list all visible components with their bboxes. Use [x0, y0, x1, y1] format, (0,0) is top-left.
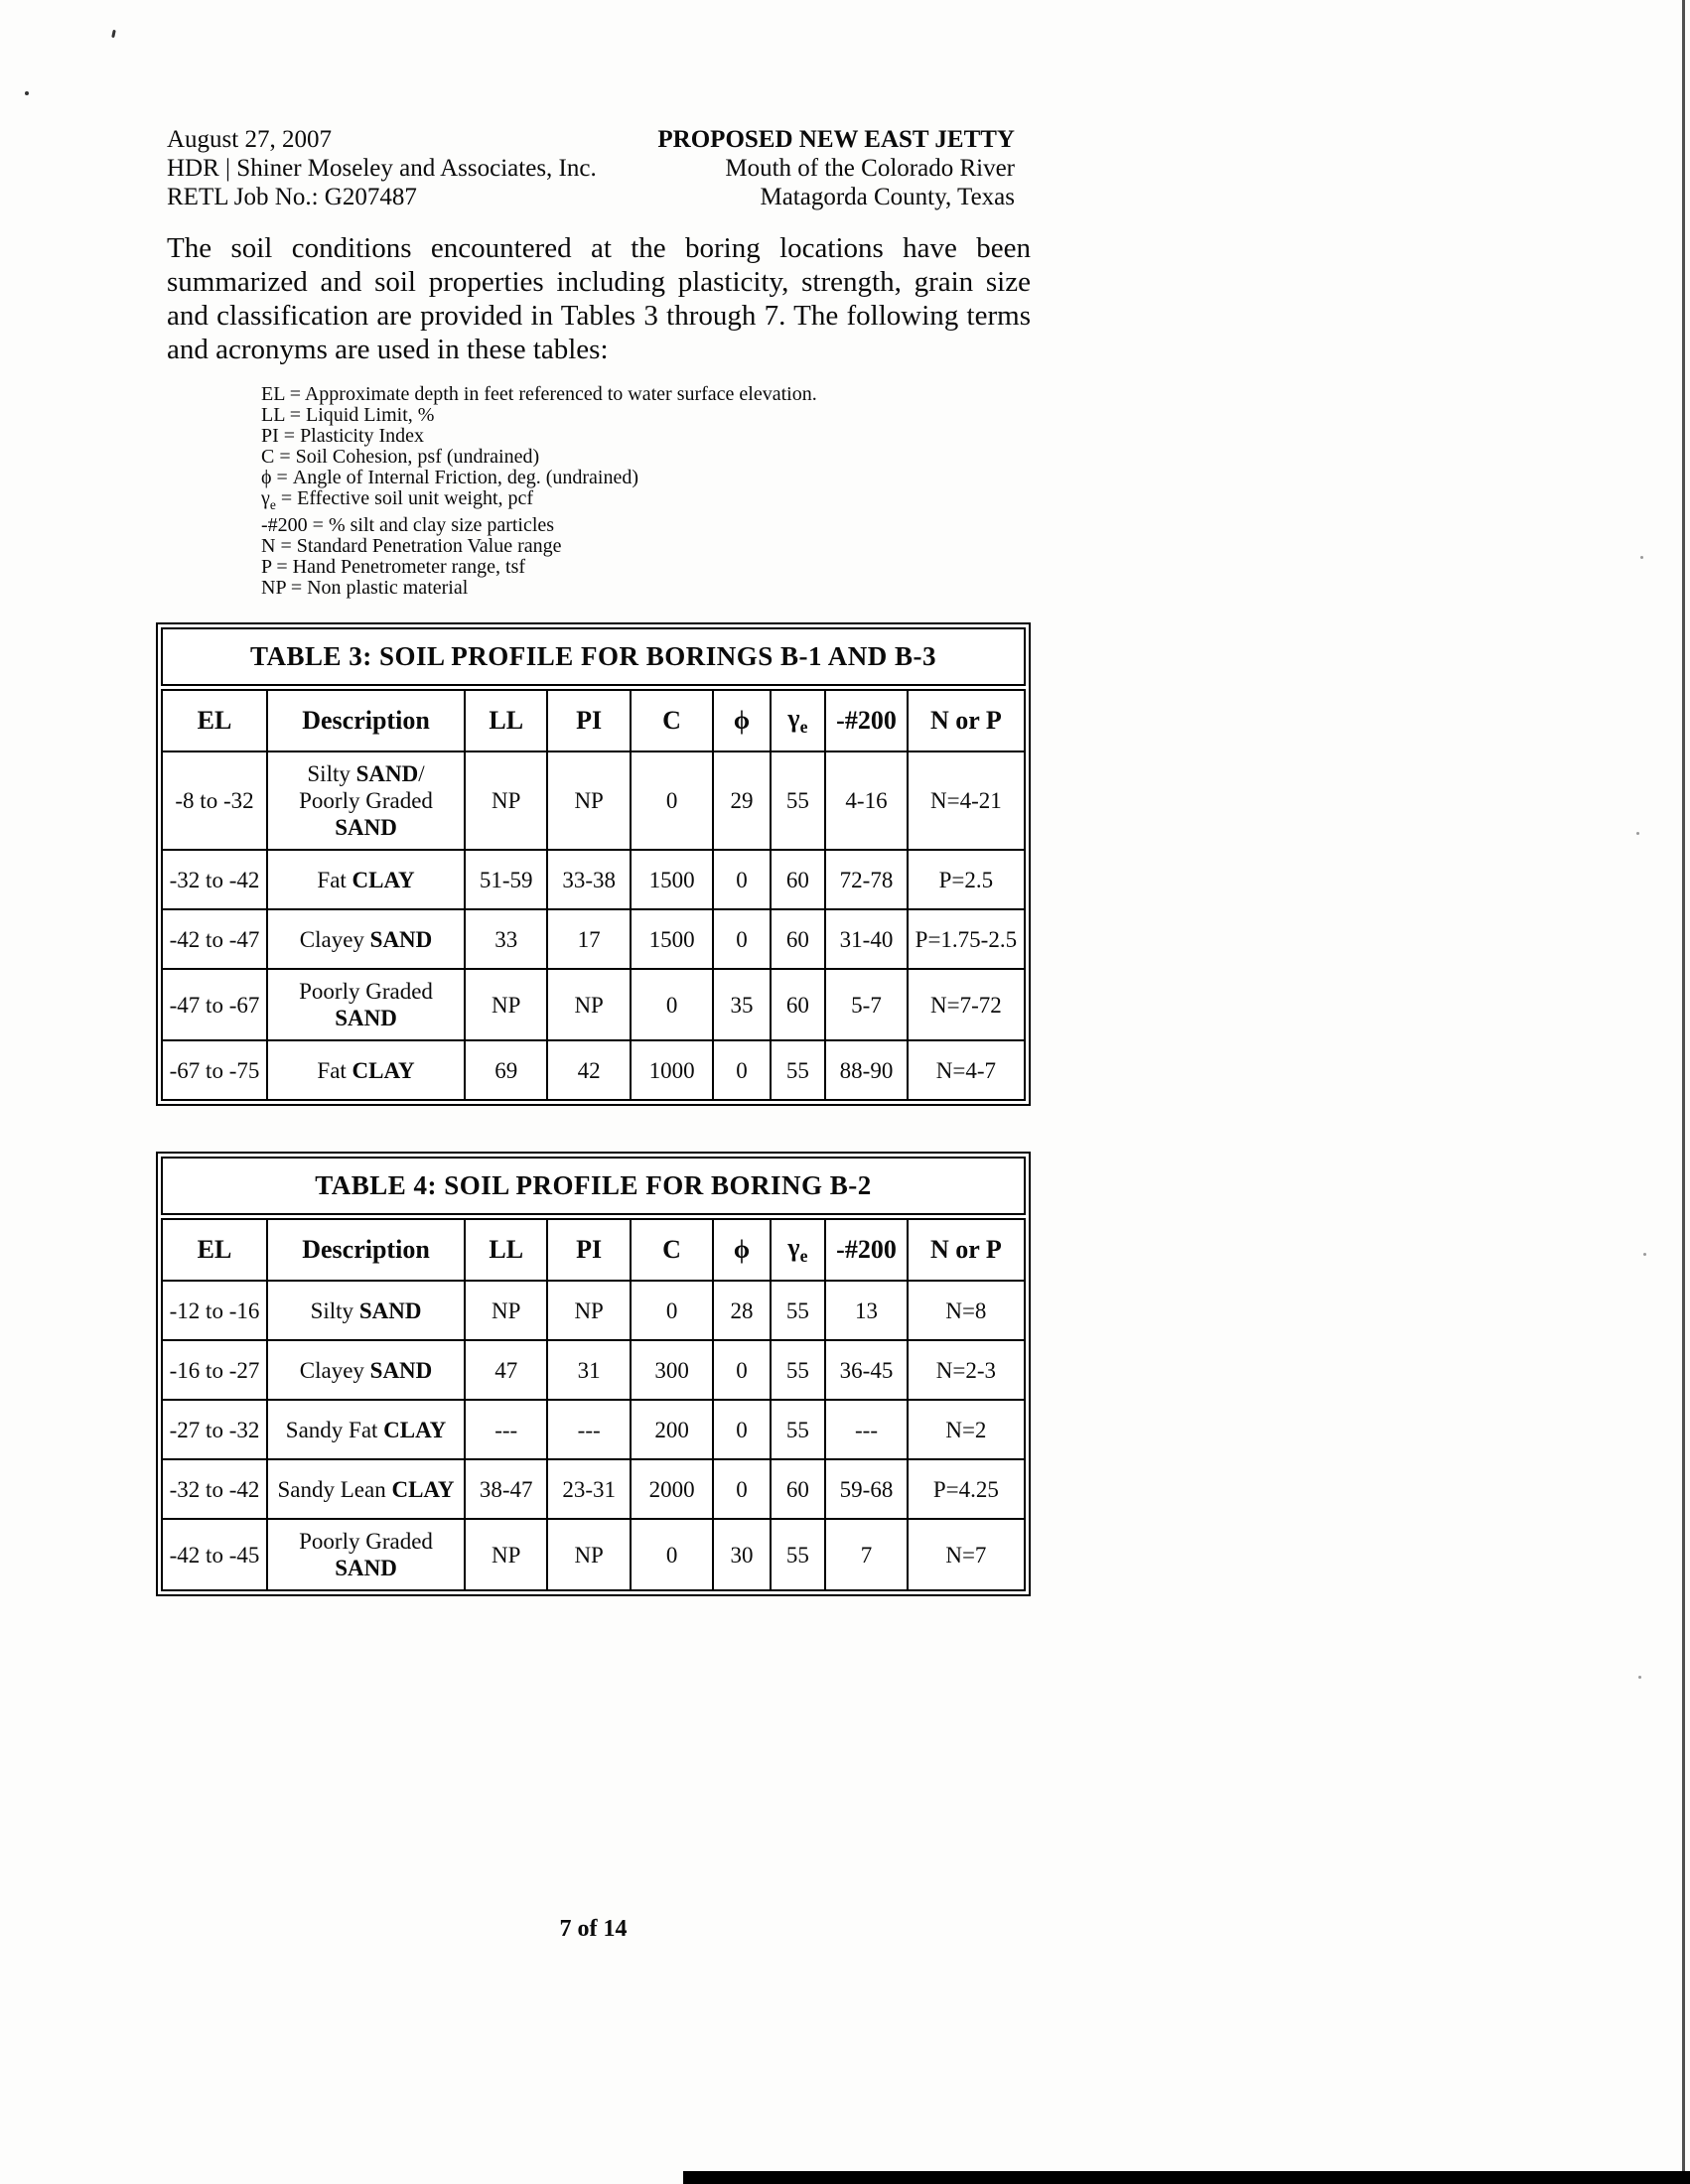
- project-title-line: PROPOSED NEW EAST JETTY: [657, 126, 1015, 153]
- column-header: PI: [547, 1219, 630, 1281]
- column-header: N or P: [908, 1219, 1025, 1281]
- el-cell: -12 to -16: [162, 1281, 267, 1340]
- table-row: [162, 1459, 1025, 1519]
- description-cell: Fat CLAY: [267, 850, 465, 909]
- table-row: [162, 1040, 1025, 1100]
- value-cell: 7: [825, 1519, 908, 1590]
- value-cell: 88-90: [825, 1040, 908, 1100]
- value-cell: 36-45: [825, 1340, 908, 1400]
- description-cell: Fat CLAY: [267, 1040, 465, 1100]
- value-cell: 69: [465, 1040, 547, 1100]
- value-cell: N=8: [908, 1281, 1025, 1340]
- page-number: 7 of 14: [559, 1916, 628, 1942]
- value-cell: 31: [547, 1340, 630, 1400]
- value-cell: 51-59: [465, 850, 547, 909]
- value-cell: 55: [771, 1281, 826, 1340]
- value-cell: ---: [825, 1400, 908, 1459]
- column-header: ϕ: [713, 1219, 770, 1281]
- table-3-grid: [161, 689, 1026, 1101]
- scan-artifact-speck: [1638, 1676, 1641, 1679]
- value-cell: 60: [771, 1459, 826, 1519]
- table-header-row: [162, 690, 1025, 751]
- value-cell: 0: [631, 969, 713, 1040]
- value-cell: 0: [631, 1519, 713, 1590]
- scan-artifact-speck: [1636, 832, 1639, 835]
- table-row: [162, 909, 1025, 969]
- description-cell: Sandy Lean CLAY: [267, 1459, 465, 1519]
- value-cell: 42: [547, 1040, 630, 1100]
- column-header: LL: [465, 690, 547, 751]
- column-header: LL: [465, 1219, 547, 1281]
- definition-line: C = Soil Cohesion, psf (undrained): [261, 446, 540, 468]
- definition-line: NP = Non plastic material: [261, 577, 469, 599]
- value-cell: 0: [713, 1459, 770, 1519]
- value-cell: 35: [713, 969, 770, 1040]
- el-cell: -27 to -32: [162, 1400, 267, 1459]
- intro-paragraph: The soil conditions encountered at the boring locations have been summarized and soil properties including plasticity, strength, grain size and classification are provided in Tables 3 through 7. The following terms and acronyms are used in these tables:: [167, 232, 1031, 365]
- value-cell: NP: [547, 1281, 630, 1340]
- description-cell: Silty SAND/ Poorly Graded SAND: [267, 751, 465, 850]
- value-cell: 33-38: [547, 850, 630, 909]
- value-cell: ---: [547, 1400, 630, 1459]
- scan-artifact-bottom-bar: [683, 2171, 1690, 2184]
- column-header: PI: [547, 690, 630, 751]
- table-row: [162, 751, 1025, 850]
- value-cell: 60: [771, 969, 826, 1040]
- project-county-line: Matagorda County, Texas: [760, 184, 1015, 210]
- definitions-list: [261, 384, 1031, 599]
- header-left-block: [167, 125, 597, 211]
- table-3-soil-profile: [156, 622, 1031, 1106]
- value-cell: N=4-7: [908, 1040, 1025, 1100]
- table-row: [162, 1281, 1025, 1340]
- column-header: N or P: [908, 690, 1025, 751]
- column-header: C: [631, 1219, 713, 1281]
- column-header: C: [631, 690, 713, 751]
- description-cell: Clayey SAND: [267, 909, 465, 969]
- definition-line: N = Standard Penetration Value range: [261, 535, 562, 557]
- value-cell: 0: [713, 1040, 770, 1100]
- value-cell: 1500: [631, 909, 713, 969]
- description-cell: Poorly Graded SAND: [267, 969, 465, 1040]
- table-4-title: TABLE 4: SOIL PROFILE FOR BORING B-2: [161, 1157, 1026, 1215]
- value-cell: 0: [631, 1281, 713, 1340]
- value-cell: 55: [771, 1519, 826, 1590]
- value-cell: 59-68: [825, 1459, 908, 1519]
- value-cell: 1500: [631, 850, 713, 909]
- table-row: [162, 1519, 1025, 1590]
- value-cell: 30: [713, 1519, 770, 1590]
- document-header: [167, 125, 1015, 211]
- column-header: $\gamma_e$: [771, 1219, 826, 1281]
- scan-artifact-mark: [111, 30, 116, 38]
- table-row: [162, 1340, 1025, 1400]
- value-cell: 60: [771, 909, 826, 969]
- column-header: EL: [162, 1219, 267, 1281]
- value-cell: NP: [465, 969, 547, 1040]
- value-cell: 13: [825, 1281, 908, 1340]
- description-cell: Clayey SAND: [267, 1340, 465, 1400]
- value-cell: N=2-3: [908, 1340, 1025, 1400]
- scan-artifact-vline: [1682, 0, 1685, 2184]
- definition-line: P = Hand Penetrometer range, tsf: [261, 556, 526, 578]
- column-header: ϕ: [713, 690, 770, 751]
- value-cell: 300: [631, 1340, 713, 1400]
- column-header: -#200: [825, 690, 908, 751]
- value-cell: NP: [465, 1519, 547, 1590]
- scan-artifact-speck: [1640, 556, 1643, 559]
- value-cell: NP: [465, 751, 547, 850]
- value-cell: N=7: [908, 1519, 1025, 1590]
- value-cell: 0: [713, 909, 770, 969]
- value-cell: 33: [465, 909, 547, 969]
- column-header: -#200: [825, 1219, 908, 1281]
- description-cell: Silty SAND: [267, 1281, 465, 1340]
- table-row: [162, 969, 1025, 1040]
- value-cell: 4-16: [825, 751, 908, 850]
- page-content: [156, 125, 1031, 1596]
- el-cell: -42 to -47: [162, 909, 267, 969]
- column-header: $\gamma_e$: [771, 690, 826, 751]
- table-4-soil-profile: [156, 1152, 1031, 1596]
- header-right-block: [657, 125, 1015, 211]
- value-cell: 55: [771, 1340, 826, 1400]
- column-header: Description: [267, 690, 465, 751]
- value-cell: 0: [631, 751, 713, 850]
- value-cell: 17: [547, 909, 630, 969]
- table-row: [162, 1400, 1025, 1459]
- value-cell: P=2.5: [908, 850, 1025, 909]
- el-cell: -32 to -42: [162, 1459, 267, 1519]
- value-cell: 0: [713, 850, 770, 909]
- job-number-line: RETL Job No.: G207487: [167, 184, 417, 210]
- value-cell: 0: [713, 1400, 770, 1459]
- column-header: Description: [267, 1219, 465, 1281]
- definition-line: EL = Approximate depth in feet referenced to water surface elevation.: [261, 383, 817, 405]
- value-cell: 55: [771, 751, 826, 850]
- date-line: August 27, 2007: [167, 126, 332, 153]
- definition-line: PI = Plasticity Index: [261, 425, 425, 447]
- project-location-line: Mouth of the Colorado River: [725, 155, 1015, 182]
- el-cell: -32 to -42: [162, 850, 267, 909]
- value-cell: 31-40: [825, 909, 908, 969]
- value-cell: 47: [465, 1340, 547, 1400]
- value-cell: 28: [713, 1281, 770, 1340]
- description-cell: Sandy Fat CLAY: [267, 1400, 465, 1459]
- scan-artifact-speck: [1643, 1253, 1646, 1256]
- definition-line: ϕ = Angle of Internal Friction, deg. (undrained): [261, 467, 639, 488]
- value-cell: N=2: [908, 1400, 1025, 1459]
- value-cell: 29: [713, 751, 770, 850]
- value-cell: 23-31: [547, 1459, 630, 1519]
- value-cell: NP: [547, 969, 630, 1040]
- value-cell: 0: [713, 1340, 770, 1400]
- value-cell: N=4-21: [908, 751, 1025, 850]
- table-header-row: [162, 1219, 1025, 1281]
- definition-line: $\gamma_e$ = Effective soil unit weight, pcf: [261, 487, 534, 512]
- value-cell: P=1.75-2.5: [908, 909, 1025, 969]
- value-cell: 1000: [631, 1040, 713, 1100]
- table-4-grid: [161, 1218, 1026, 1591]
- scan-artifact-mark: [25, 91, 29, 95]
- el-cell: -16 to -27: [162, 1340, 267, 1400]
- value-cell: ---: [465, 1400, 547, 1459]
- value-cell: 200: [631, 1400, 713, 1459]
- value-cell: 72-78: [825, 850, 908, 909]
- el-cell: -67 to -75: [162, 1040, 267, 1100]
- table-row: [162, 850, 1025, 909]
- description-cell: Poorly Graded SAND: [267, 1519, 465, 1590]
- value-cell: NP: [547, 751, 630, 850]
- value-cell: NP: [547, 1519, 630, 1590]
- value-cell: 55: [771, 1400, 826, 1459]
- value-cell: 60: [771, 850, 826, 909]
- column-header: EL: [162, 690, 267, 751]
- el-cell: -8 to -32: [162, 751, 267, 850]
- definition-line: LL = Liquid Limit, %: [261, 404, 435, 426]
- el-cell: -47 to -67: [162, 969, 267, 1040]
- company-line: HDR | Shiner Moseley and Associates, Inc.: [167, 155, 597, 182]
- value-cell: 2000: [631, 1459, 713, 1519]
- value-cell: 55: [771, 1040, 826, 1100]
- value-cell: NP: [465, 1281, 547, 1340]
- el-cell: -42 to -45: [162, 1519, 267, 1590]
- value-cell: P=4.25: [908, 1459, 1025, 1519]
- definition-line: -#200 = % silt and clay size particles: [261, 514, 555, 536]
- value-cell: 5-7: [825, 969, 908, 1040]
- value-cell: 38-47: [465, 1459, 547, 1519]
- table-3-title: TABLE 3: SOIL PROFILE FOR BORINGS B-1 AND B-3: [161, 627, 1026, 686]
- value-cell: N=7-72: [908, 969, 1025, 1040]
